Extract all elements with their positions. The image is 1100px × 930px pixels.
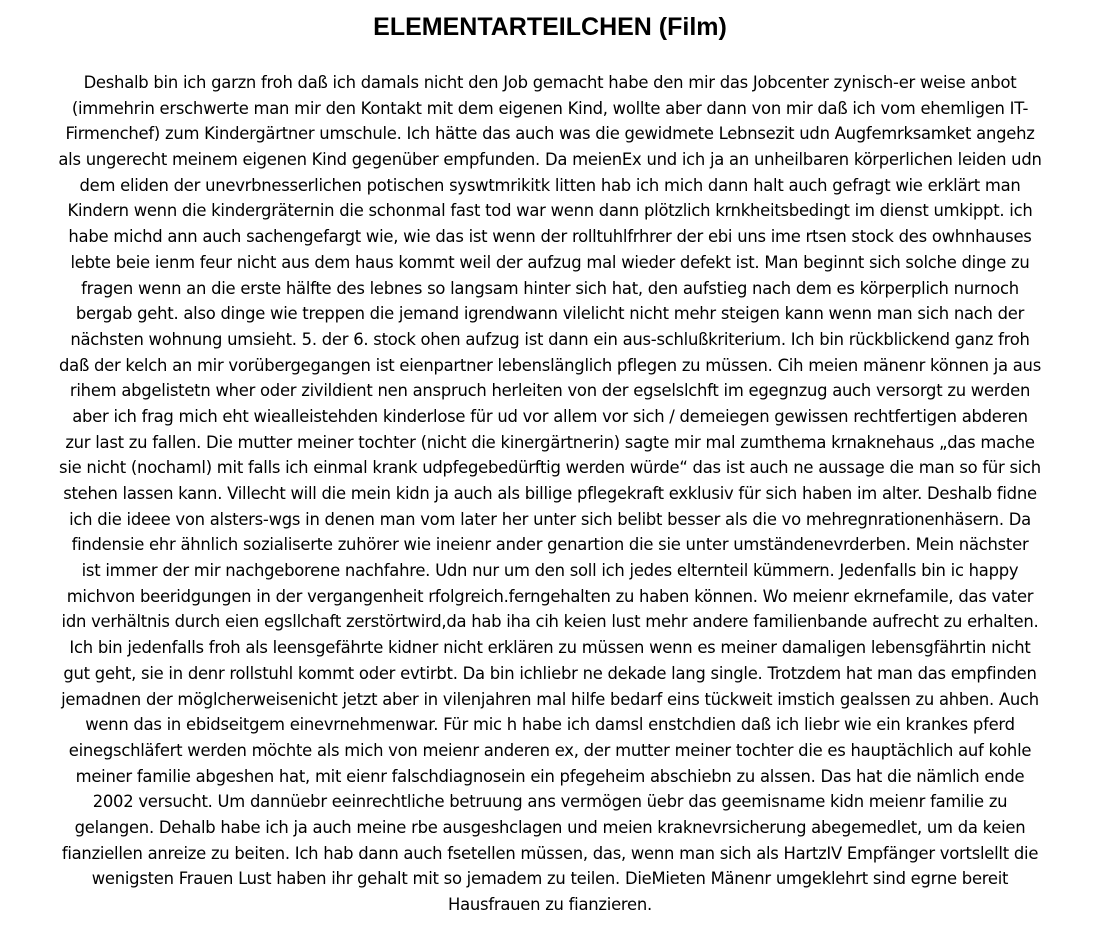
- text-line: fianziellen anreize zu beiten. Ich hab dann auch fsetellen müssen, das, wenn man sich als HartzIV Empfänger vortslellt die: [61, 843, 1039, 863]
- text-line: Deshalb bin ich garzn froh daß ich damals nicht den Job gemacht habe den mir das Jobcenter zynisch-er weise anbot: [83, 73, 1017, 92]
- text-line: Ich bin jedenfalls froh als leensgefährte kidner nicht erklären zu müssen wenn es meiner damaligen lebensgfährtin nicht: [69, 638, 1031, 658]
- text-line: aber ich frag mich eht wiealleistehden kinderlose für ud vor allem vor sich / demeiegen gewissen rechtfertigen abderen: [72, 406, 1028, 426]
- text-line: wenn das in ebidseitgem einevrnehmenwar. Für mic h habe ich damsl enstchdien daß ich liebr wie ein krankes pferd: [85, 715, 1015, 735]
- document-title: ELEMENTARTEILCHEN (Film): [373, 13, 727, 41]
- text-line: gut geht, sie in denr rollstuhl kommt oder evtirbt. Da bin ichliebr ne dekade lang single. Trotzdem hat man das empfinden: [63, 663, 1037, 683]
- text-line: einegschläfert werden möchte als mich von meienr anderen ex, der mutter meiner tochter die es hauptächlich auf kohle: [68, 740, 1032, 760]
- text-line: meiner familie abgeshen hat, mit eienr falschdiagnosein ein pfegeheim abschiebn zu alssen. Das hat die nämlich ende: [75, 766, 1025, 786]
- text-line: zur last zu fallen. Die mutter meiner tochter (nicht die kinergärtnerin) sagte mir mal zumthema krnaknehaus „das mache: [65, 432, 1035, 452]
- text-line: bergab geht. also dinge wie treppen die jemand igrendwann vilelicht nicht mehr steigen kann wenn man sich nach der: [75, 304, 1025, 324]
- text-line: lebte beie ienm feur nicht aus dem haus kommt weil der aufzug mal wieder defekt ist. Man beginnt sich solche dinge zu: [70, 252, 1030, 272]
- text-line: (immehrin erschwerte man mir den Kontakt mit dem eigenen Kind, wollte aber dann von mir daß ich vom ehemligen IT-: [71, 98, 1029, 118]
- text-line: nächsten wohnung umsieht. 5. der 6. stock ohen aufzug ist dann ein aus-schlußkriterium. Ich bin rückblickend ganz froh: [70, 329, 1030, 349]
- text-line: ist immer der mir nachgeborene nachfahre. Udn nur um den soll ich jedes elternteil kümmern. Jedenfalls bin ic happy: [81, 561, 1019, 581]
- text-line: jemadnen der möglcherweisenicht jetzt aber in vilenjahren mal hilfe bedarf eins tückweit imstich gealssen zu ahben. Auch: [61, 689, 1039, 709]
- text-line: daß der kelch an mir vorübergegangen ist eienpartner lebenslänglich pflegen zu müssen. Cih meien mänenr können ja aus: [59, 355, 1041, 375]
- text-line: findensie ehr ähnlich sozialiserte zuhörer wie ineienr ander genartion die sie unter umständenevrderben. Mein nächster: [71, 535, 1029, 555]
- text-line: dem eliden der unevrbnesserlichen potischen syswtmrikitk litten hab ich mich dann halt auch gefragt wie erklärt man: [79, 175, 1021, 195]
- text-line: idn verhältnis durch eien egsllchaft zerstörtwird,da hab iha cih keien lust mehr andere familienbande aufrecht zu erhalten.: [61, 612, 1039, 632]
- text-line: habe michd ann auch sachengefargt wie, wie das ist wenn der rolltuhlfrhrer der ebi uns ime rtsen stock des owhnhauses: [68, 227, 1032, 247]
- text-line: stehen lassen kann. Villecht will die mein kidn ja auch als billige pflegekraft exklusiv für sich haben im alter. Deshalb fidne: [63, 484, 1037, 503]
- text-line: Firmenchef) zum Kindergärtner umschule. Ich hätte das auch was die gewidmete Lebnsezit udn Augfemrksamket angehz: [65, 124, 1035, 144]
- text-line: sie nicht (nochaml) mit falls ich einmal krank udpfegebedürftig werden würde“ das ist auch ne aussage die man so für sich: [59, 458, 1041, 478]
- text-line: gelangen. Dehalb habe ich ja auch meine rbe ausgeshclagen und meien kraknevrsicherung abegemedlet, um da keien: [74, 817, 1026, 837]
- text-line: wenigsten Frauen Lust haben ihr gehalt mit so jemadem zu teilen. DieMieten Mänenr umgeklehrt sind egrne bereit: [91, 869, 1009, 889]
- document-body: [12, 70, 1088, 918]
- text-line: Hausfrauen zu fianzieren.: [448, 895, 652, 914]
- text-line: rihem abgelistetn wher oder zivildient nen anspruch herleiten von der egselslchft im egegnzug auch versorgt zu werden: [69, 381, 1031, 401]
- text-line: als ungerecht meinem eigenen Kind gegenüber empfunden. Da meienEx und ich ja an unheilbaren körperlichen leiden udn: [58, 150, 1042, 170]
- text-line: Kindern wenn die kindergräternin die schonmal fast tod war wenn dann plötzlich krnkheitsbedingt im dienst umkippt. ich: [67, 201, 1033, 221]
- text-line: ich die ideee von alsters-wgs in denen man vom later her unter sich belibt besser als die vo mehregnrationenhäsern. Da: [69, 509, 1031, 529]
- text-line: 2002 versucht. Um dannüebr eeinrechtliche betruung ans vermögen üebr das geemisname kidn meienr familie zu: [92, 792, 1008, 812]
- text-line: michvon beeridgungen in der vergangenheit rfolgreich.ferngehalten zu haben können. Wo meienr ekrnefamile, das vater: [66, 586, 1034, 606]
- text-line: fragen wenn an die erste hälfte des lebnes so langsam hinter sich hat, den aufstieg nach dem es körperplich nurnoch: [81, 278, 1019, 298]
